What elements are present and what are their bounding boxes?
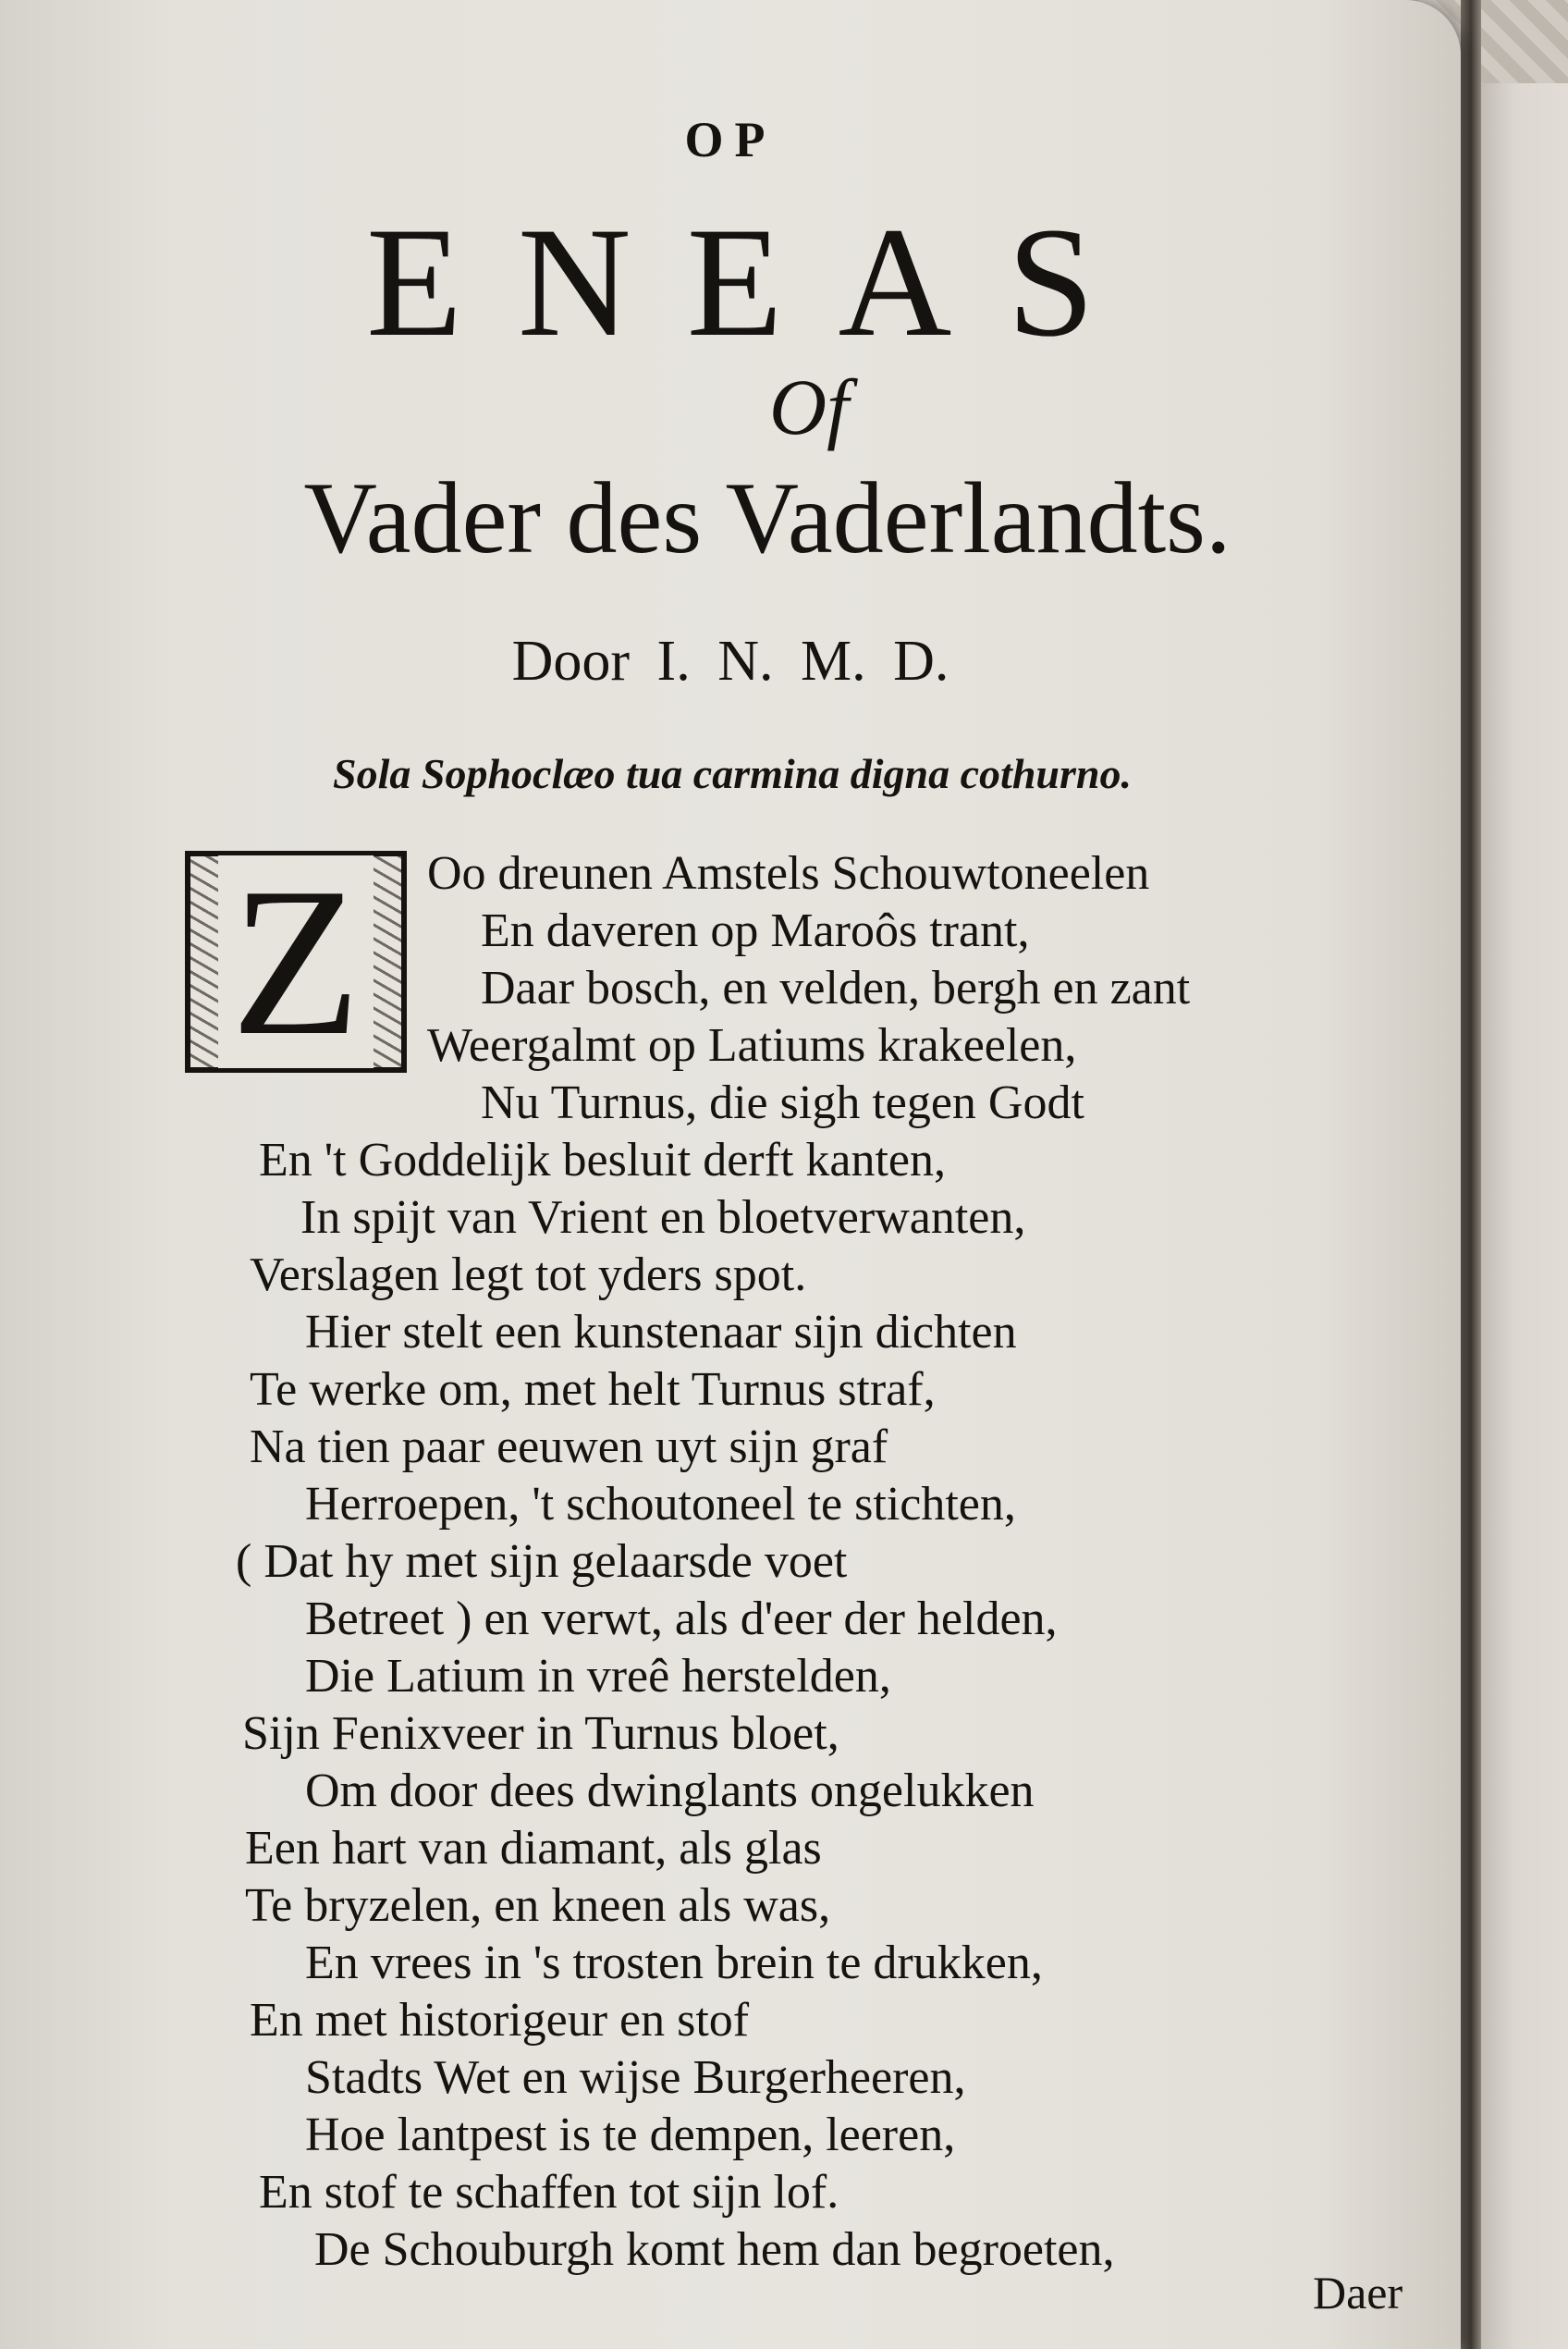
poem-line: In spijt van Vrient en bloetverwanten, (300, 1191, 1026, 1244)
poem-line: Oo dreunen Amstels Schouwtoneelen (427, 847, 1150, 900)
poem-line: Te bryzelen, en kneen als was, (245, 1879, 831, 1932)
poem-line: Sijn Fenixveer in Turnus bloet, (242, 1707, 839, 1760)
poem-line: En vrees in 's trosten brein te drukken, (305, 1937, 1043, 1989)
poem-line: Na tien paar eeuwen uyt sijn graf (250, 1420, 888, 1473)
initial-letter: Z (218, 855, 374, 1068)
poem-line: En stof te schaffen tot sijn lof. (259, 2166, 839, 2219)
poem-line: Te werke om, met helt Turnus straf, (250, 1363, 936, 1416)
decorated-initial (185, 843, 407, 1079)
facing-page-edge (1479, 83, 1568, 2349)
poem-line: Daar bosch, en velden, bergh en zant (481, 962, 1191, 1015)
latin-motto: Sola Sophoclæo tua carmina digna cothurno. (333, 750, 1132, 797)
poem-line: Nu Turnus, die sigh tegen Godt (481, 1076, 1084, 1129)
poem-line: De Schouburgh komt hem dan begroeten, (314, 2223, 1115, 2276)
poem-line: Hoe lantpest is te dempen, leeren, (305, 2109, 956, 2161)
poem-line: En daveren op Maroôs trant, (481, 904, 1030, 957)
author-line: Door I. N. M. D. (511, 630, 949, 693)
title-main: Vader des Vaderlandts. (303, 461, 1231, 574)
poem-line: Hier stelt een kunstenaar sijn dichten (305, 1306, 1017, 1359)
poem-line: Betreet ) en verwt, als d'eer der helden, (305, 1593, 1058, 1645)
poem-line: Weergalmt op Latiums krakeelen, (427, 1019, 1077, 1072)
poem-line: Stadts Wet en wijse Burgerheeren, (305, 2051, 966, 2104)
poem-line: En met historigeur en stof (250, 1994, 750, 2047)
poem-line: ( Dat hy met sijn gelaarsde voet (236, 1535, 848, 1588)
poem-line: Die Latium in vreê herstelden, (305, 1650, 891, 1703)
poem-line: Verslagen legt tot yders spot. (250, 1248, 807, 1301)
poem-line: Om door dees dwinglants ongelukken (305, 1765, 1035, 1817)
catchword: Daer (1313, 2267, 1403, 2318)
poem-line: Een hart van diamant, als glas (245, 1822, 822, 1875)
title-eneas: ENEAS (366, 195, 1150, 369)
book-gutter (1461, 0, 1481, 2349)
poem-line: En 't Goddelijk besluit derft kanten, (259, 1134, 946, 1187)
poem-line: Herroepen, 't schoutoneel te stichten, (305, 1478, 1016, 1531)
title-of: Of (769, 363, 849, 451)
title-op: OP (684, 112, 777, 167)
